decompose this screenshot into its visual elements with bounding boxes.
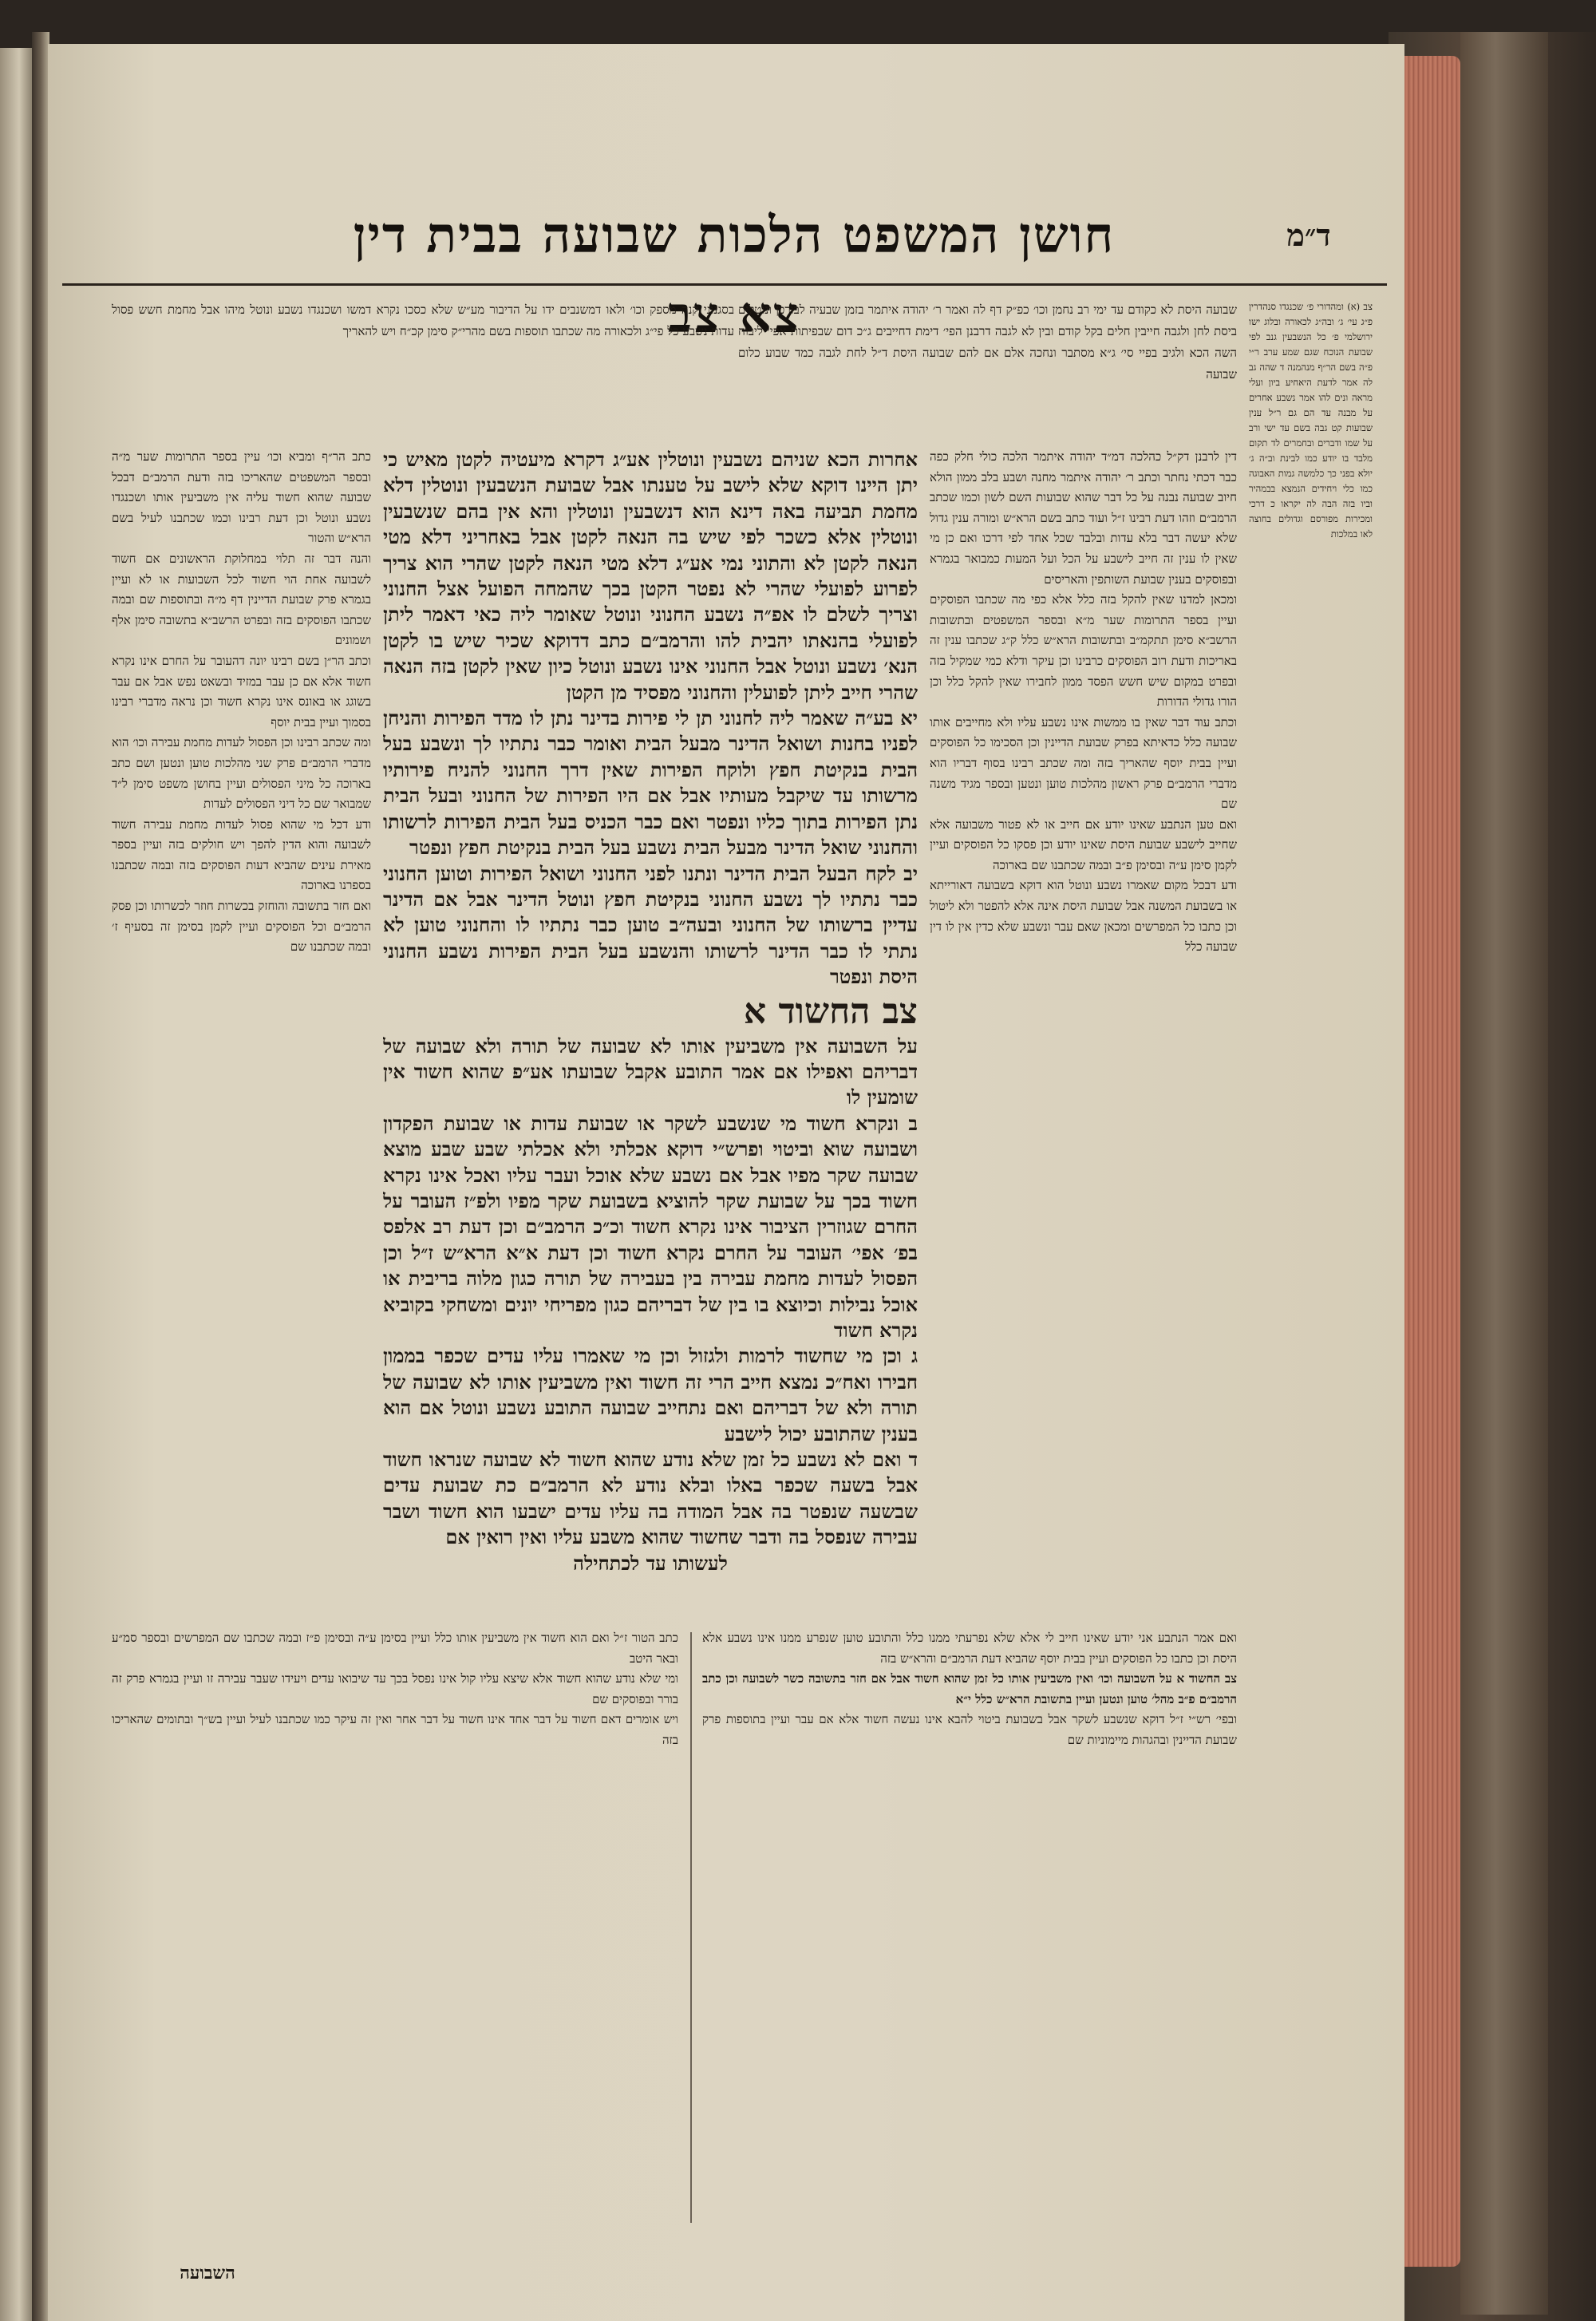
adjacent-page-edge <box>0 48 32 2321</box>
left-commentary-paragraph: וכתב הר״ן בשם רבינו יונה דהעובר על החרם אינו נקרא חשוד אלא אם כן עבר במזיד ובשאט נפש אבל אם עבר בשוגג או באונס אינו נקרא חשוד וכן נראה מדברי רבינו בסמוך ועיין בבית יוסף <box>112 653 371 730</box>
catchword: השבועה <box>180 2263 235 2283</box>
right-commentary-paragraph: דין לרבנן דק״ל כהלכה דמ״ד יהודה איתמר הלכה כולי חלק כפה כבר דכתי נחתר וכתב ר׳ יהודה איתמר מחנה ושבע בלב ממון הולא חיוב שבועה נבנה על כל דבר שהוא שבועות השם לשון וכמו שכתב הרמב״ם וזהו דעת רבינו ז״ל ועוד כתב בשם הרא״ש ומורה ענין גדול שלא יעשה דבר בלא עדות ובלבד שכל אחד לפי דרכו ואם כן מי שאין לו ענין זה חייב לישבע על הכל ועל המעות כמבואר בגמרא ובפוסקים בענין שבועת השותפין והאריסים <box>930 449 1237 587</box>
lower-right-paragraph: צב החשוד א על השבועה וכו׳ ואין משביעין אותו כל זמן שהוא חשוד אבל אם חזר בתשובה כשר לשבועה וכן כתב הרמב״ם פ״ב מהל׳ טוען ונטען ועיין בתשובת הרא״ש כלל י״א <box>702 1671 1237 1706</box>
main-section-92-opening: על השבועה אין משביעין אותו לא שבועה של תורה ולא שבועה של דבריהם ואפילו אם אמר התובע אקבל שבועתו אע״פ שהוא חשוד אין שומעין לו <box>383 1034 918 1109</box>
main-section-92-paragraph: ב ונקרא חשוד מי שנשבע לשקר או שבועת עדות או שבועת הפקדון ושבועה שוא וביטוי ופרש״י דוקא אכלתי ולא אכלתי שבע שבע מוצא שבועה שקר מפיו אבל אם נשבע שלא אוכל ועבר עליו ואכל אינו נקרא חשוד בכך על שבועת שקר להוציא בשבועת שקר מפיו ולפ״ז העובר על החרם שגוזרין הציבור אינו נקרא חשוד וכ״כ הרמב״ם וכן דעת רב אלפס בפ׳ אפי׳ העובר על החרם נקרא חשוד וכן דעת א״א הרא״ש ז״ל וכן הפסול לעדות מחמת עבירה בין בעבירה של תורה כגון מלוה בריבית או אוכל נבילות וכיוצא בו בין של דבריהם כגון מפריחי יונים ומשחקי בקוביא נקרא חשוד <box>383 1111 918 1342</box>
left-commentary-paragraph: והנה דבר זה תלוי במחלוקת הראשונים אם חשוד לשבועה אחת הוי חשוד לכל השבועות או לא ועיין בגמרא פרק שבועת הדיינין דף מ״ה ובתוספות שם ובמה שכתבו הפוסקים בזה ובפרט הרשב״א בתשובה סימן אלף ושמונים <box>112 551 371 648</box>
folio-mark: ד״מ <box>1286 217 1331 253</box>
lower-column-divider <box>690 1632 692 2223</box>
book-gutter <box>32 32 49 2321</box>
right-commentary-column <box>930 447 1237 1612</box>
right-commentary-intro-text: שבועה היסת לא כקודם עד ימי רב נחמן וכו׳ כפ״ק דף לה ואמר ר׳ יהודה איתמר בזמן שבעיה לבורכן ונוטלים ביסת לחן ולגבה חייבין חלים בקל קודם ובין לא לגבה דרבנן הפי׳ דימת דחייבים ג״כ דום שבפיתות אפי׳ ליבוח השה הכא ולגיב בפיי סי׳ ג״א מסתבר ונחכה אלם אם להם שבועה היסת ד״ל לחת לגבה כמד שבוע כלום שבועה <box>738 302 1237 382</box>
margin-notes <box>1249 299 1373 962</box>
right-commentary-intro <box>738 299 1237 443</box>
lower-left-paragraph: ויש אומרים דאם חשוד על דבר אחד אינו חשוד על דבר אחר ואין זה עיקר כמו שכתבנו לעיל ועיין בש״ך ובתומים שהאריכו בזה <box>112 1712 678 1747</box>
lower-left-commentary <box>112 1628 678 2235</box>
left-commentary-paragraph: כתב הר״ף ומביא וכו׳ עיין בספר התרומות שער מ״ה ובספר המשפטים שהאריכו בזה ודעת הרמב״ם דבכל שבועה שהוא חשוד עליה אין משביעין אותו ושכנגדו נשבע ונוטל וכן דעת רבינו וכמו שכתבנו לעיל בשם הרא״ש והטור <box>112 449 371 546</box>
left-commentary-column <box>112 447 371 1612</box>
right-commentary-paragraph: וכתב עוד דבר שאין בו ממשות אינו נשבע עליו ולא מחייבים אותו שבועה כלל כדאיתא בפרק שבועת הדיינין וכן הסכימו כל הפוסקים ועיין בבית יוסף שהאריך בזה ומה שכתב רבינו בסוף דבריו הוא מדברי הרמב״ם פרק ראשון מהלכות טוען ונטען ובספר מגיד משנה שם <box>930 714 1237 812</box>
main-section-91-paragraph: יב לקח הבעל הבית הדינר ונתנו לפני החנוני ושואל הפירות וטוען החנוני כבר נתתיו לך נשבע החנוני בנקיטת חפץ ונוטל הדינר אבל אם הדינר עדיין ברשותו של החנוני ובעה״ב טוען כבר נתתיו לו והחנוני טוען לא נתתי לו כבר הדינר לרשותו והנשבע בעל הבית הפירות נשבע החנוני היסת ונפטר <box>383 861 918 989</box>
right-commentary-paragraph: ומכאן למדנו שאין להקל בזה כלל אלא כפי מה שכתבו הפוסקים ועיין בספר התרומות שער מ״א ובספר המשפטים ובתשובות הרשב״א סימן תתקמ״ב ובתשובות הרא״ש כלל ק״ג שכתבו ענין זה באריכות ודעת רוב הפוסקים כרבינו וכן עיקר ודלא כמי שמקיל בזה ובפרט במקום שיש חשש הפסד ממון לחבירו שאין להקל כלל וכן הורו גדולי הדורות <box>930 592 1237 710</box>
lower-right-commentary <box>702 1628 1237 2235</box>
lower-left-paragraph: כתב הטור ז״ל ואם הוא חשוד אין משביעין אותו כלל ועיין בסימן ע״ה ובסימן פ״ז ובמה שכתבו שם המפרשים ובספר סמ״ע ובאר היטב <box>112 1631 678 1666</box>
main-text-column <box>383 447 918 1620</box>
lower-right-paragraph: ובפי׳ רש״י ז״ל דוקא שנשבע לשקר אבל בשבועת ביטוי להבא אינו נעשה חשוד אלא אם עבר ועיין בתוספות פרק שבועת הדיינין ובהגהות מיימוניות שם <box>702 1712 1237 1747</box>
left-commentary-paragraph: ואם חזר בתשובה והוחזק בכשרות חוזר לכשרותו וכן פסק הרמב״ם וכל הפוסקים ועיין לקמן בסימן זה בסעיף ז׳ ובמה שכתבנו שם <box>112 899 371 955</box>
left-commentary-intro-text: בסגנוני קנה מספק וכו׳ ולאו דמשנבים ידו על הדיבור מע״ש שלא כסכו נקרא דמשו ושכנגדו נשבע ונוטל מיהו אבל מחמת חשש פסול עדות נשבע כל פי״ג ולכאורה מה שכתבו תוספות בשם מהרי״ק סימן קכ״ח ויש להאריך <box>112 302 734 338</box>
margin-notes-text: צב (א) ומהדורי פ׳ שכנגדו סנהדרין פ״ג עי׳ ג׳ ובה״ג לכאורה ובלוג ישו ירושלמי פ׳ כל הנשבעין גנב לפי שבועת הנוכח שגם שמע ערב ר״י פ״ה בשם הר״ף מנהמנה ד שהה גב לה אמר לדעת היאחיע ביון ועלי מראה ונים להו אמר נשבע אחרים על מבנה עד הם גם ר״ל ענין שבועות קט גבה בשם עד ישי ורב על שמו ודברים ובחמרים לד תקום מלבד בו יודע כמו לבינת וב״ה ג׳ יולא בפני כך כלמשה גמות האבוגה כמו כלי ויחידים הנמצא בבמהיר וביו בזה הבה לה יקראו כ דרכי ומכירות מפורסם וגדולים בחוצה לאו במלכות <box>1249 301 1373 540</box>
main-section-92-paragraph: ד ואם לא נשבע כל זמן שלא נודע שהוא חשוד לא שבועה שנראו חשוד אבל בשעה שכפר באלו ובלא נודע לא הרמב״ם כת שבועת עדים שבשעה שנפטר בה אבל המודה בה עליו עדים ישבעו הוא חשוד ושבר עבירה שנפסל בה ודבר שחשוד שהוא משבע עליו ואין רואין אם <box>383 1448 918 1549</box>
main-section-92-tail: לעשותו עד לכתחילה <box>573 1551 728 1575</box>
page <box>48 44 1404 2321</box>
lower-right-paragraph: ואם אמר הנתבע אני יודע שאינו חייב לי אלא שלא נפרעתי ממנו כלל והתובע טוען שנפרע ממנו אינו נשבע אלא היסת וכן כתבו כל הפוסקים ועיין בבית יוסף שהביא דעת הרמב״ם והרא״ש בזה <box>702 1631 1237 1666</box>
right-commentary-paragraph: ואם טען הנתבע שאינו יודע אם חייב או לא פטור משבועה אלא שחייב לישבע שבועת היסת שאינו יודע וכן פסקו כל הפוסקים ועיין לקמן סימן ע״ה ובסימן פ״ב ובמה שכתבנו שם בארוכה <box>930 817 1237 872</box>
main-text-opening: אחרות הכא שניהם נשבעין ונוטלין אע״ג דקרא מיעטיה לקטן מאיש כי יתן היינו דוקא שלא לישב על טענתו אבל שבועת הנשבעין ונוטלין דלא מחמת תביעה באה דינא הוא דנשבעין ונוטלין והא אין בהם שנשבעין ונוטלין אלא כשכר לפי שיש בה הנאה לקטן אבל באחריני דלא מטי הנאה לקטן לא והתוני נמי אע״ג דלא מטי הנאה לקטן שהרי הוא צריך לפרוע לפועלי שהרי לא נפטר הקטן בכך שהמחה הפועל אצל החנוני וצריך לשלם לו אפ״ה נשבע החנוני ונוטל שאומר ליה כאי דאמר ליתן לפועלי בהנאתו יהבית להו והרמב״ם כתב דדוקא שכיר שיש בו לקטן הנא׳ נשבע ונוטל אבל החנוני אינו נשבע ונוטל כיון שאין לקטן בזה הנאה שהרי חייב ליתן לפועלין והחנוני מפסיד מן הקטן <box>383 448 918 704</box>
torn-spine <box>1460 32 1548 2315</box>
section-heading: צב החשוד א <box>743 990 918 1032</box>
right-commentary-paragraph: ודע דבכל מקום שאמרו נשבע ונוטל הוא דוקא בשבועה דאורייתא או בשבועת המשנה אבל שבועת היסת אינה אלא להפטר ולא ליטול וכן כתבו כל המפרשים ומכאן שאם עבר ונשבע שלא כדין אין לו דין שבועה כלל <box>930 878 1237 955</box>
main-section-91-paragraph: יא בע״ה שאמר ליה לחנוני תן לי פירות בדינר נתן לו מדד הפירות והניחן לפניו בחנות ושואל הדינר מבעל הבית ואומר כבר נתתיו לך ונשבע בעל הבית בנקיטת חפץ ולוקח הפירות שאין דרך החנוני להניח פירותיו מרשותו עד שיקבל מעותיו אבל אם היו הפירות של החנוני ובעל הבית נתן הפירות בתוך כליו ונפטר ואם כבר הכניס בעל הבית הפירות לרשותו והחנוני שואל הדינר מבעל הבית נשבע בעל הבית בנקיטת חפץ ונפטר <box>383 706 918 860</box>
main-section-92-paragraph: ג וכן מי שחשוד לרמות ולגזול וכן מי שאמרו עליו עדים שכפר בממון חבירו ואח״כ נמצא חייב הרי זה חשוד ואין משביעין אותו לא שבועה של תורה ולא של דבריהם ואם נתחייב שבועה התובע נשבע ונוטל אם הוא בענין שהתובע יכול לישבע <box>383 1344 918 1445</box>
left-commentary-intro <box>112 299 734 443</box>
left-commentary-paragraph: ודע דכל מי שהוא פסול לעדות מחמת עבירה חשוד לשבועה והוא הדין להפך ויש חולקים בזה ועיין בספר מאירת עינים שהביא דעות הפוסקים בזה ובמה שכתבנו בספרנו בארוכה <box>112 817 371 893</box>
running-title: חושן המשפט הלכות שבועה בבית דין צא צב <box>353 206 1116 344</box>
header-rule <box>62 283 1387 286</box>
left-commentary-paragraph: ומה שכתב רבינו וכן הפסול לעדות מחמת עבירה וכו׳ הוא מדברי הרמב״ם פרק שני מהלכות טוען ונטען ושם כתב בארוכה כל מיני הפסולים ועיין בחושן משפט סימן ל״ד שמבואר שם כל דיני הפסולים לעדות <box>112 735 371 812</box>
red-page-edges <box>1404 56 1460 2267</box>
lower-left-paragraph: ומי שלא נודע שהוא חשוד אלא שיצא עליו קול אינו נפסל בכך עד שיבואו עדים ויעידו שעבר עבירה זו ועיין בגמרא פרק זה בורר ובפוסקים שם <box>112 1671 678 1706</box>
